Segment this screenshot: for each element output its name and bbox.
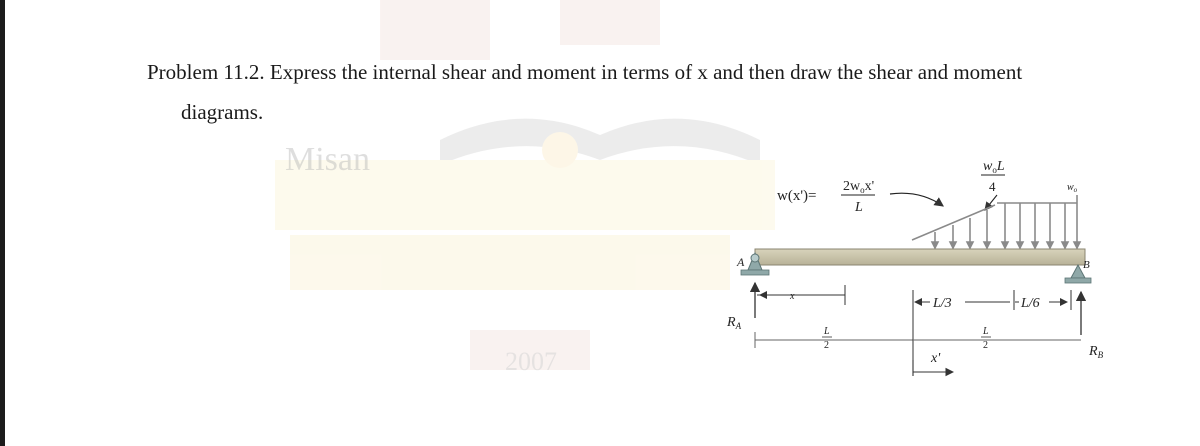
svg-text:L: L [824,326,830,337]
svg-text:woL: $w_oL$ [983,159,1005,175]
svg-text:x: x [790,291,795,302]
svg-text:RB: $R_B$ [1089,344,1104,360]
support-b-label: B [1083,259,1090,271]
dim-sixth [1014,290,1071,311]
watermark-latin: Misan [285,141,370,178]
svg-text:RA: $R_A$ [727,315,742,331]
problem-statement [147,52,1157,132]
beam-diagram [715,150,1165,385]
reaction-a [726,283,755,331]
svg-text:w(x')=: w(x')= [777,188,817,204]
svg-text:L: L [855,200,863,215]
uniform-load-arrows [997,195,1080,248]
reaction-b [1081,292,1104,360]
svg-text:L/6: L/6 [1021,296,1040,311]
svg-text:L: L [983,326,989,337]
beam [755,249,1085,265]
problem-line-1: Problem 11.2. Express the internal shear and moment in terms of x and then draw the shear and moment [147,60,1023,84]
x-prime-axis [913,351,953,376]
load-function-label [777,179,943,215]
dim-x [757,285,845,305]
svg-text:2wox': $2w_ox'$ [843,179,875,195]
watermark-numerals: 2007 [505,347,557,376]
svg-text:2: 2 [824,340,829,351]
dim-third [913,290,1010,365]
triangular-load-arrows [912,205,995,248]
svg-text:2: 2 [983,340,988,351]
dim-half-left [755,326,913,351]
svg-text:4: 4 [989,179,996,194]
support-a-label: A [737,255,745,269]
uniform-load-label: $w_o$ [1067,182,1078,194]
svg-text:L/3: L/3 [933,296,952,311]
beam-figure [715,150,1165,385]
svg-text:x': x' [931,351,941,366]
problem-line-2: diagrams. [181,100,264,124]
dim-half-right [913,326,1081,351]
